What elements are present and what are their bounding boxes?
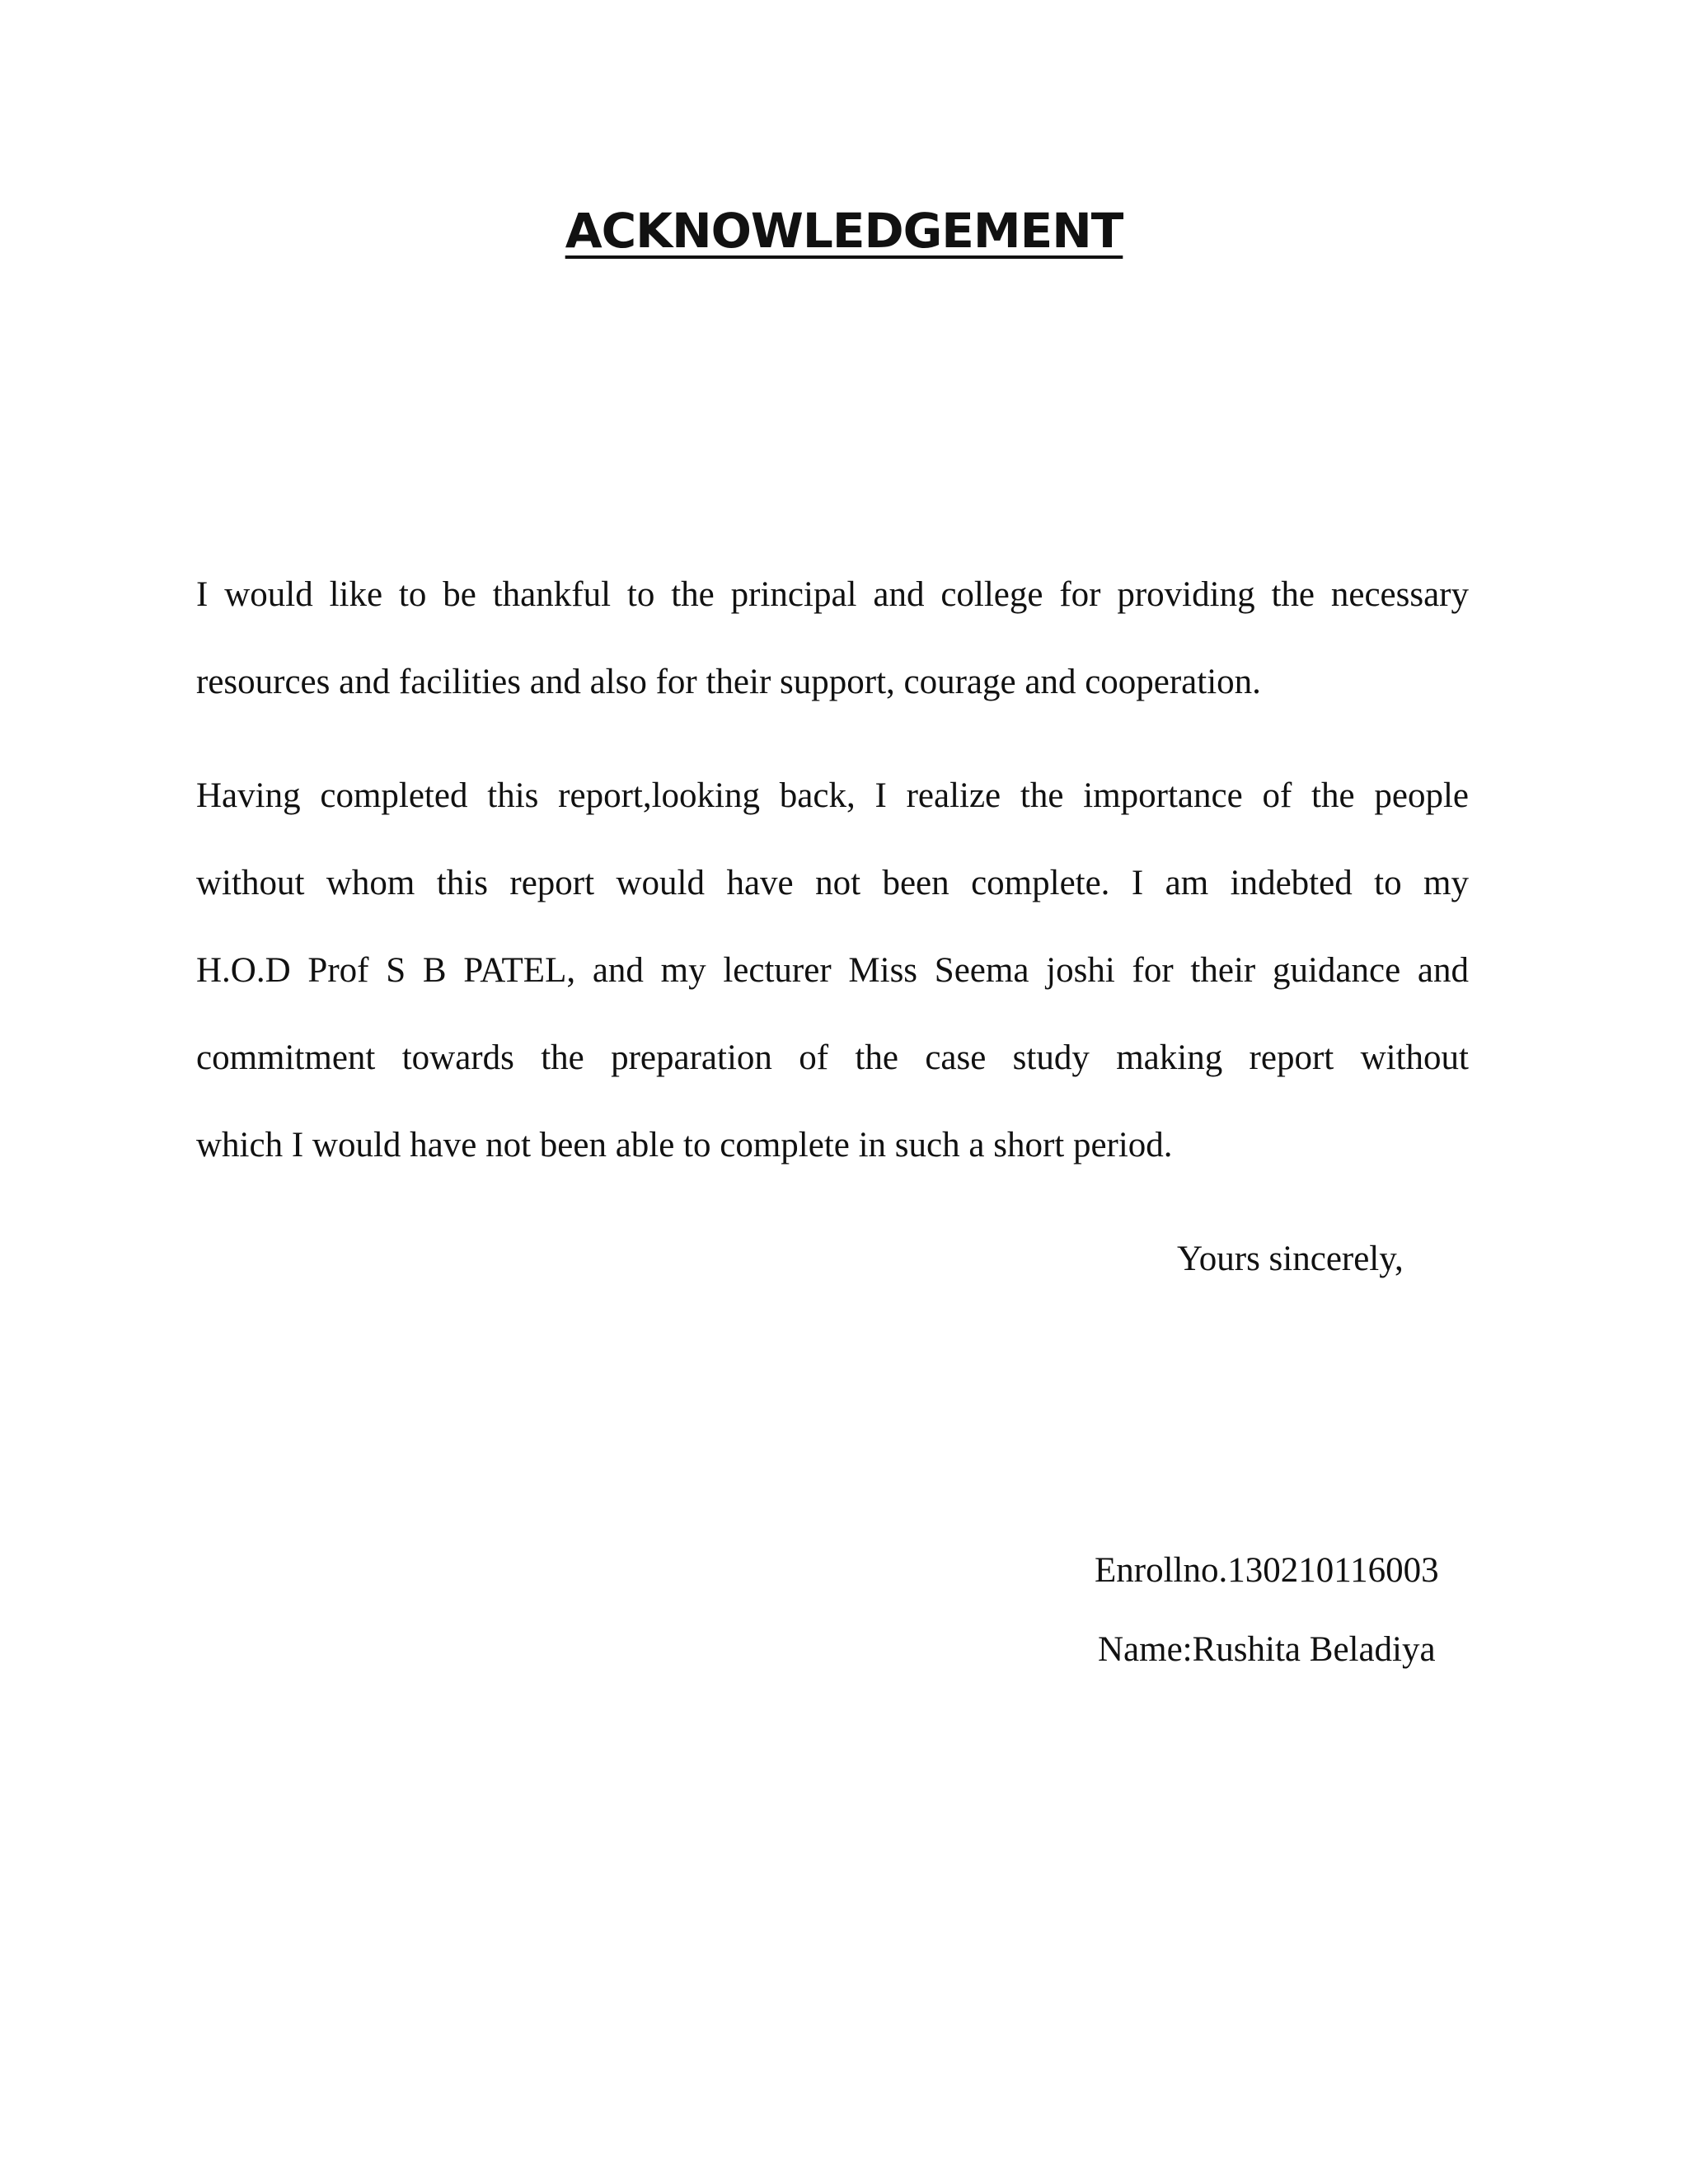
- paragraph-1-line-2: resources and facilities and also for their support, courage and cooperation.: [196, 663, 1261, 701]
- paragraph-2-line-3: H.O.D Prof S B PATEL, and my lecturer Miss Seema joshi for their guidance and: [196, 951, 1469, 990]
- paragraph-1-line-1: I would like to be thankful to the principal and college for providing the necessary: [196, 575, 1469, 614]
- paragraph-2-line-1: Having completed this report,looking back, I realize the importance of the people: [196, 776, 1469, 815]
- paragraph-2-line-4: commitment towards the preparation of the case study making report without: [196, 1038, 1469, 1077]
- student-name: Name:Rushita Beladiya: [1098, 1630, 1436, 1669]
- paragraph-2-line-5: which I would have not been able to complete in such a short period.: [196, 1126, 1173, 1165]
- enrollment-number: Enrollno.130210116003: [1095, 1551, 1439, 1590]
- paragraph-2-line-2: without whom this report would have not been complete. I am indebted to my: [196, 864, 1469, 902]
- page-title: [0, 198, 1688, 264]
- title-text: ACKNOWLEDGEMENT: [565, 203, 1123, 259]
- closing-text: Yours sincerely,: [1177, 1240, 1404, 1278]
